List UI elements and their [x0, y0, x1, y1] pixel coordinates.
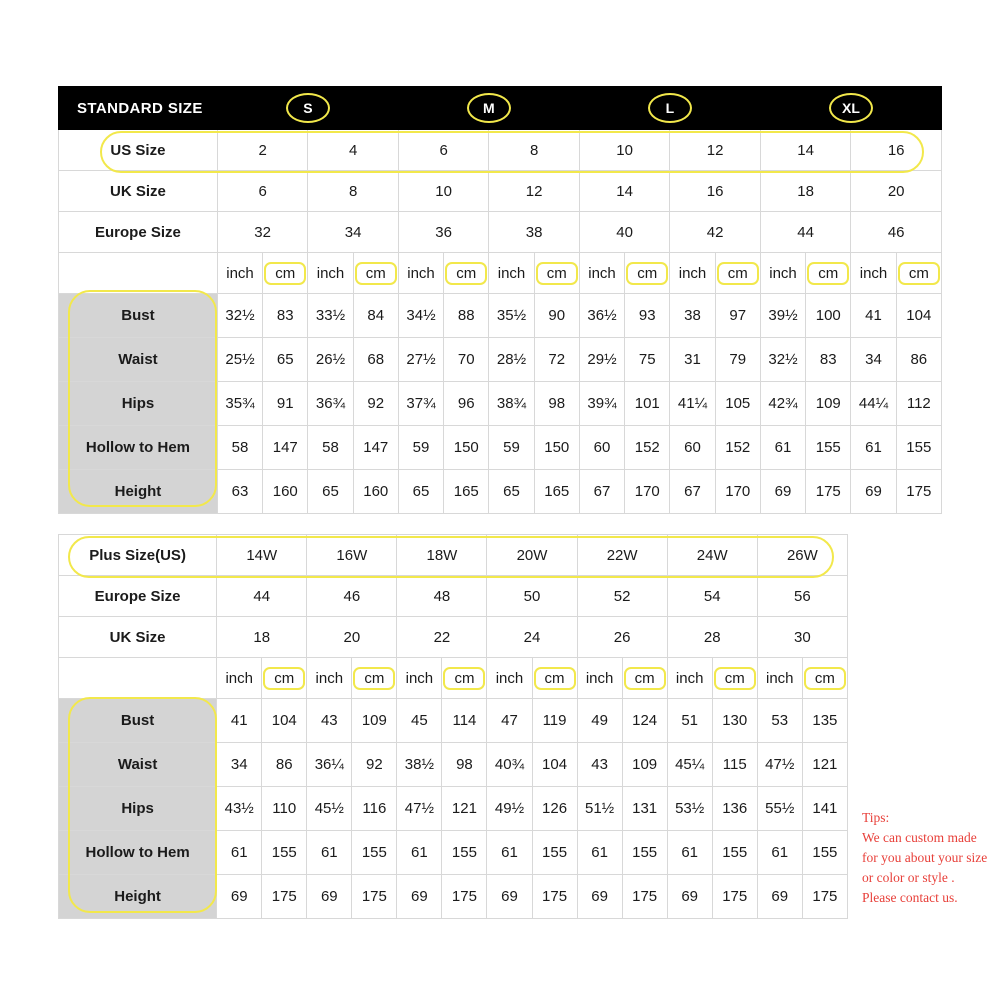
cell: 61 — [667, 831, 712, 875]
cell: 69 — [307, 875, 352, 919]
standard-title: STANDARD SIZE — [59, 87, 218, 130]
standard-size-table — [58, 86, 942, 514]
cell: 53½ — [667, 787, 712, 831]
cell: 100 — [806, 294, 851, 338]
unit-cm-label: cm — [534, 667, 576, 690]
unit-cm-label: cm — [717, 262, 759, 285]
cell: 42 — [670, 212, 761, 253]
cell: 61 — [487, 831, 532, 875]
cell: 35½ — [489, 294, 534, 338]
cell: 112 — [896, 382, 941, 426]
tips-line-2: We can custom made — [862, 830, 977, 845]
cell: 43 — [307, 699, 352, 743]
cell: 119 — [532, 699, 577, 743]
cell: 104 — [262, 699, 307, 743]
size-code-m-label: M — [467, 93, 511, 123]
plus-unit-row — [59, 658, 848, 699]
cell: 38¾ — [489, 382, 534, 426]
cell: 175 — [532, 875, 577, 919]
cell: 16W — [307, 535, 397, 576]
cell: 42¾ — [760, 382, 805, 426]
cell: 84 — [353, 294, 398, 338]
unit-cm — [263, 253, 308, 294]
row-label-hollow-to-hem: Hollow to Hem — [59, 426, 218, 470]
unit-inch: inch — [579, 253, 624, 294]
size-code-xl-label: XL — [829, 93, 873, 123]
unit-cm — [444, 253, 489, 294]
cell: 67 — [670, 470, 715, 514]
table-row — [59, 576, 848, 617]
cell: 36¼ — [307, 743, 352, 787]
cell: 121 — [802, 743, 847, 787]
cell: 109 — [622, 743, 667, 787]
cell: 44¼ — [851, 382, 896, 426]
cell: 86 — [896, 338, 941, 382]
size-code-m — [398, 87, 579, 130]
cell: 26 — [577, 617, 667, 658]
cell: 37¾ — [398, 382, 443, 426]
cell: 49 — [577, 699, 622, 743]
table-row — [59, 171, 942, 212]
cell: 44 — [760, 212, 851, 253]
cell: 32½ — [760, 338, 805, 382]
cell: 47½ — [757, 743, 802, 787]
cell: 69 — [757, 875, 802, 919]
unit-cm — [353, 253, 398, 294]
unit-cm — [442, 658, 487, 699]
cell: 40¾ — [487, 743, 532, 787]
cell: 58 — [217, 426, 262, 470]
cell: 147 — [353, 426, 398, 470]
cell: 8 — [489, 130, 580, 171]
unit-cm-label: cm — [353, 667, 395, 690]
cell: 141 — [802, 787, 847, 831]
cell: 16 — [851, 130, 942, 171]
cell: 40 — [579, 212, 670, 253]
cell: 155 — [712, 831, 757, 875]
cell: 47½ — [397, 787, 442, 831]
cell: 69 — [397, 875, 442, 919]
cell: 45¼ — [667, 743, 712, 787]
cell: 58 — [308, 426, 353, 470]
cell: 41 — [217, 699, 262, 743]
table-row — [59, 699, 848, 743]
tips-line-4: or color or style . — [862, 870, 955, 885]
row-label-us-size: US Size — [59, 130, 218, 171]
unit-cm-label: cm — [807, 262, 849, 285]
table-row — [59, 470, 942, 514]
cell: 24W — [667, 535, 757, 576]
unit-cm-label: cm — [443, 667, 485, 690]
cell: 69 — [667, 875, 712, 919]
unit-inch: inch — [667, 658, 712, 699]
cell: 30 — [757, 617, 847, 658]
unit-row-label — [59, 658, 217, 699]
size-code-s — [217, 87, 398, 130]
cell: 104 — [896, 294, 941, 338]
cell: 59 — [398, 426, 443, 470]
cell: 69 — [217, 875, 262, 919]
size-code-l-label: L — [648, 93, 692, 123]
row-label-uk-size: UK Size — [59, 617, 217, 658]
row-label-waist: Waist — [59, 338, 218, 382]
unit-cm-label: cm — [624, 667, 666, 690]
cell: 56 — [757, 576, 847, 617]
row-label-waist: Waist — [59, 743, 217, 787]
table-row — [59, 130, 942, 171]
cell: 6 — [217, 171, 308, 212]
table-row — [59, 426, 942, 470]
cell: 18 — [217, 617, 307, 658]
cell: 14 — [760, 130, 851, 171]
cell: 12 — [489, 171, 580, 212]
cell: 83 — [263, 294, 308, 338]
cell: 135 — [802, 699, 847, 743]
cell: 63 — [217, 470, 262, 514]
cell: 67 — [579, 470, 624, 514]
table-row — [59, 617, 848, 658]
cell: 53 — [757, 699, 802, 743]
cell: 155 — [532, 831, 577, 875]
cell: 26½ — [308, 338, 353, 382]
cell: 130 — [712, 699, 757, 743]
cell: 92 — [353, 382, 398, 426]
cell: 90 — [534, 294, 579, 338]
cell: 170 — [625, 470, 670, 514]
cell: 152 — [625, 426, 670, 470]
cell: 38 — [670, 294, 715, 338]
cell: 20 — [307, 617, 397, 658]
unit-cm-label: cm — [263, 667, 305, 690]
cell: 175 — [806, 470, 851, 514]
cell: 4 — [308, 130, 399, 171]
cell: 31 — [670, 338, 715, 382]
unit-cm-label: cm — [445, 262, 487, 285]
cell: 124 — [622, 699, 667, 743]
cell: 20W — [487, 535, 577, 576]
cell: 34 — [308, 212, 399, 253]
cell: 39¾ — [579, 382, 624, 426]
cell: 22 — [397, 617, 487, 658]
cell: 10 — [398, 171, 489, 212]
cell: 175 — [442, 875, 487, 919]
cell: 165 — [534, 470, 579, 514]
cell: 147 — [263, 426, 308, 470]
cell: 8 — [308, 171, 399, 212]
unit-cm-label: cm — [355, 262, 397, 285]
row-label-europe-size: Europe Size — [59, 212, 218, 253]
cell: 86 — [262, 743, 307, 787]
cell: 75 — [625, 338, 670, 382]
cell: 48 — [397, 576, 487, 617]
cell: 61 — [760, 426, 805, 470]
cell: 175 — [622, 875, 667, 919]
cell: 10 — [579, 130, 670, 171]
tips-note — [862, 808, 998, 908]
unit-cm — [712, 658, 757, 699]
unit-cm-label: cm — [898, 262, 940, 285]
cell: 34 — [217, 743, 262, 787]
unit-cm — [622, 658, 667, 699]
cell: 101 — [625, 382, 670, 426]
size-code-l — [579, 87, 760, 130]
unit-cm — [625, 253, 670, 294]
cell: 36½ — [579, 294, 624, 338]
cell: 65 — [308, 470, 353, 514]
cell: 121 — [442, 787, 487, 831]
cell: 36¾ — [308, 382, 353, 426]
unit-row-label — [59, 253, 218, 294]
cell: 16 — [670, 171, 761, 212]
unit-inch: inch — [397, 658, 442, 699]
table-row — [59, 743, 848, 787]
cell: 45½ — [307, 787, 352, 831]
cell: 160 — [263, 470, 308, 514]
table-row — [59, 787, 848, 831]
cell: 43 — [577, 743, 622, 787]
cell: 83 — [806, 338, 851, 382]
cell: 59 — [489, 426, 534, 470]
cell: 46 — [307, 576, 397, 617]
cell: 60 — [670, 426, 715, 470]
cell: 160 — [353, 470, 398, 514]
cell: 69 — [577, 875, 622, 919]
row-label-hollow-to-hem: Hollow to Hem — [59, 831, 217, 875]
cell: 65 — [489, 470, 534, 514]
cell: 91 — [263, 382, 308, 426]
row-label-bust: Bust — [59, 699, 217, 743]
cell: 175 — [352, 875, 397, 919]
cell: 175 — [262, 875, 307, 919]
table-row — [59, 212, 942, 253]
unit-cm-label: cm — [536, 262, 578, 285]
row-label-bust: Bust — [59, 294, 218, 338]
cell: 24 — [487, 617, 577, 658]
cell: 61 — [851, 426, 896, 470]
cell: 51 — [667, 699, 712, 743]
row-label-europe-size: Europe Size — [59, 576, 217, 617]
unit-cm — [802, 658, 847, 699]
cell: 20 — [851, 171, 942, 212]
unit-cm — [262, 658, 307, 699]
unit-inch: inch — [217, 658, 262, 699]
unit-inch: inch — [307, 658, 352, 699]
cell: 29½ — [579, 338, 624, 382]
cell: 44 — [217, 576, 307, 617]
unit-inch: inch — [851, 253, 896, 294]
cell: 175 — [896, 470, 941, 514]
cell: 32 — [217, 212, 308, 253]
row-label-height: Height — [59, 470, 218, 514]
cell: 55½ — [757, 787, 802, 831]
unit-inch: inch — [489, 253, 534, 294]
unit-cm — [352, 658, 397, 699]
cell: 36 — [398, 212, 489, 253]
cell: 34½ — [398, 294, 443, 338]
unit-cm — [534, 253, 579, 294]
cell: 152 — [715, 426, 760, 470]
cell: 65 — [263, 338, 308, 382]
standard-header-row — [59, 87, 942, 130]
cell: 45 — [397, 699, 442, 743]
cell: 70 — [444, 338, 489, 382]
cell: 114 — [442, 699, 487, 743]
tips-line-1: Tips: — [862, 810, 890, 825]
row-label-height: Height — [59, 875, 217, 919]
table-row — [59, 831, 848, 875]
cell: 65 — [398, 470, 443, 514]
cell: 105 — [715, 382, 760, 426]
cell: 109 — [352, 699, 397, 743]
unit-cm — [806, 253, 851, 294]
unit-cm — [715, 253, 760, 294]
cell: 54 — [667, 576, 757, 617]
cell: 155 — [262, 831, 307, 875]
cell: 61 — [397, 831, 442, 875]
unit-cm-label: cm — [264, 262, 306, 285]
cell: 79 — [715, 338, 760, 382]
cell: 51½ — [577, 787, 622, 831]
cell: 61 — [757, 831, 802, 875]
cell: 28½ — [489, 338, 534, 382]
cell: 33½ — [308, 294, 353, 338]
cell: 98 — [534, 382, 579, 426]
table-row — [59, 294, 942, 338]
tips-line-5: Please contact us. — [862, 890, 958, 905]
cell: 93 — [625, 294, 670, 338]
unit-cm-label: cm — [626, 262, 668, 285]
unit-cm-label: cm — [804, 667, 846, 690]
unit-cm-label: cm — [714, 667, 756, 690]
unit-inch: inch — [487, 658, 532, 699]
cell: 136 — [712, 787, 757, 831]
cell: 47 — [487, 699, 532, 743]
cell: 69 — [487, 875, 532, 919]
cell: 27½ — [398, 338, 443, 382]
cell: 52 — [577, 576, 667, 617]
cell: 22W — [577, 535, 667, 576]
table-row — [59, 338, 942, 382]
cell: 150 — [534, 426, 579, 470]
table-row — [59, 875, 848, 919]
cell: 43½ — [217, 787, 262, 831]
cell: 2 — [217, 130, 308, 171]
cell: 104 — [532, 743, 577, 787]
cell: 50 — [487, 576, 577, 617]
row-label-uk-size: UK Size — [59, 171, 218, 212]
cell: 46 — [851, 212, 942, 253]
cell: 155 — [802, 831, 847, 875]
standard-unit-row — [59, 253, 942, 294]
cell: 14 — [579, 171, 670, 212]
cell: 110 — [262, 787, 307, 831]
cell: 26W — [757, 535, 847, 576]
unit-inch: inch — [217, 253, 262, 294]
unit-inch: inch — [577, 658, 622, 699]
cell: 155 — [806, 426, 851, 470]
cell: 14W — [217, 535, 307, 576]
unit-inch: inch — [760, 253, 805, 294]
cell: 115 — [712, 743, 757, 787]
cell: 12 — [670, 130, 761, 171]
unit-inch: inch — [757, 658, 802, 699]
cell: 69 — [851, 470, 896, 514]
cell: 60 — [579, 426, 624, 470]
cell: 25½ — [217, 338, 262, 382]
cell: 18W — [397, 535, 487, 576]
table-row — [59, 535, 848, 576]
unit-cm — [532, 658, 577, 699]
cell: 175 — [712, 875, 757, 919]
cell: 155 — [352, 831, 397, 875]
cell: 61 — [217, 831, 262, 875]
cell: 155 — [896, 426, 941, 470]
size-code-xl — [760, 87, 941, 130]
cell: 126 — [532, 787, 577, 831]
cell: 35¾ — [217, 382, 262, 426]
cell: 34 — [851, 338, 896, 382]
cell: 38½ — [397, 743, 442, 787]
cell: 69 — [760, 470, 805, 514]
cell: 97 — [715, 294, 760, 338]
cell: 155 — [442, 831, 487, 875]
row-label-hips: Hips — [59, 382, 218, 426]
cell: 150 — [444, 426, 489, 470]
row-label-plus-size-us: Plus Size(US) — [59, 535, 217, 576]
cell: 61 — [307, 831, 352, 875]
cell: 18 — [760, 171, 851, 212]
cell: 38 — [489, 212, 580, 253]
cell: 6 — [398, 130, 489, 171]
cell: 92 — [352, 743, 397, 787]
cell: 68 — [353, 338, 398, 382]
cell: 155 — [622, 831, 667, 875]
unit-inch: inch — [670, 253, 715, 294]
cell: 49½ — [487, 787, 532, 831]
cell: 72 — [534, 338, 579, 382]
unit-cm — [896, 253, 941, 294]
cell: 98 — [442, 743, 487, 787]
cell: 41 — [851, 294, 896, 338]
row-label-hips: Hips — [59, 787, 217, 831]
tips-line-3: for you about your size — [862, 850, 988, 865]
cell: 131 — [622, 787, 667, 831]
cell: 116 — [352, 787, 397, 831]
plus-size-table — [58, 534, 848, 919]
cell: 170 — [715, 470, 760, 514]
cell: 175 — [802, 875, 847, 919]
cell: 32½ — [217, 294, 262, 338]
cell: 39½ — [760, 294, 805, 338]
unit-inch: inch — [308, 253, 353, 294]
cell: 28 — [667, 617, 757, 658]
cell: 165 — [444, 470, 489, 514]
unit-inch: inch — [398, 253, 443, 294]
table-row — [59, 382, 942, 426]
size-code-s-label: S — [286, 93, 330, 123]
cell: 88 — [444, 294, 489, 338]
cell: 109 — [806, 382, 851, 426]
cell: 41¼ — [670, 382, 715, 426]
cell: 61 — [577, 831, 622, 875]
cell: 96 — [444, 382, 489, 426]
